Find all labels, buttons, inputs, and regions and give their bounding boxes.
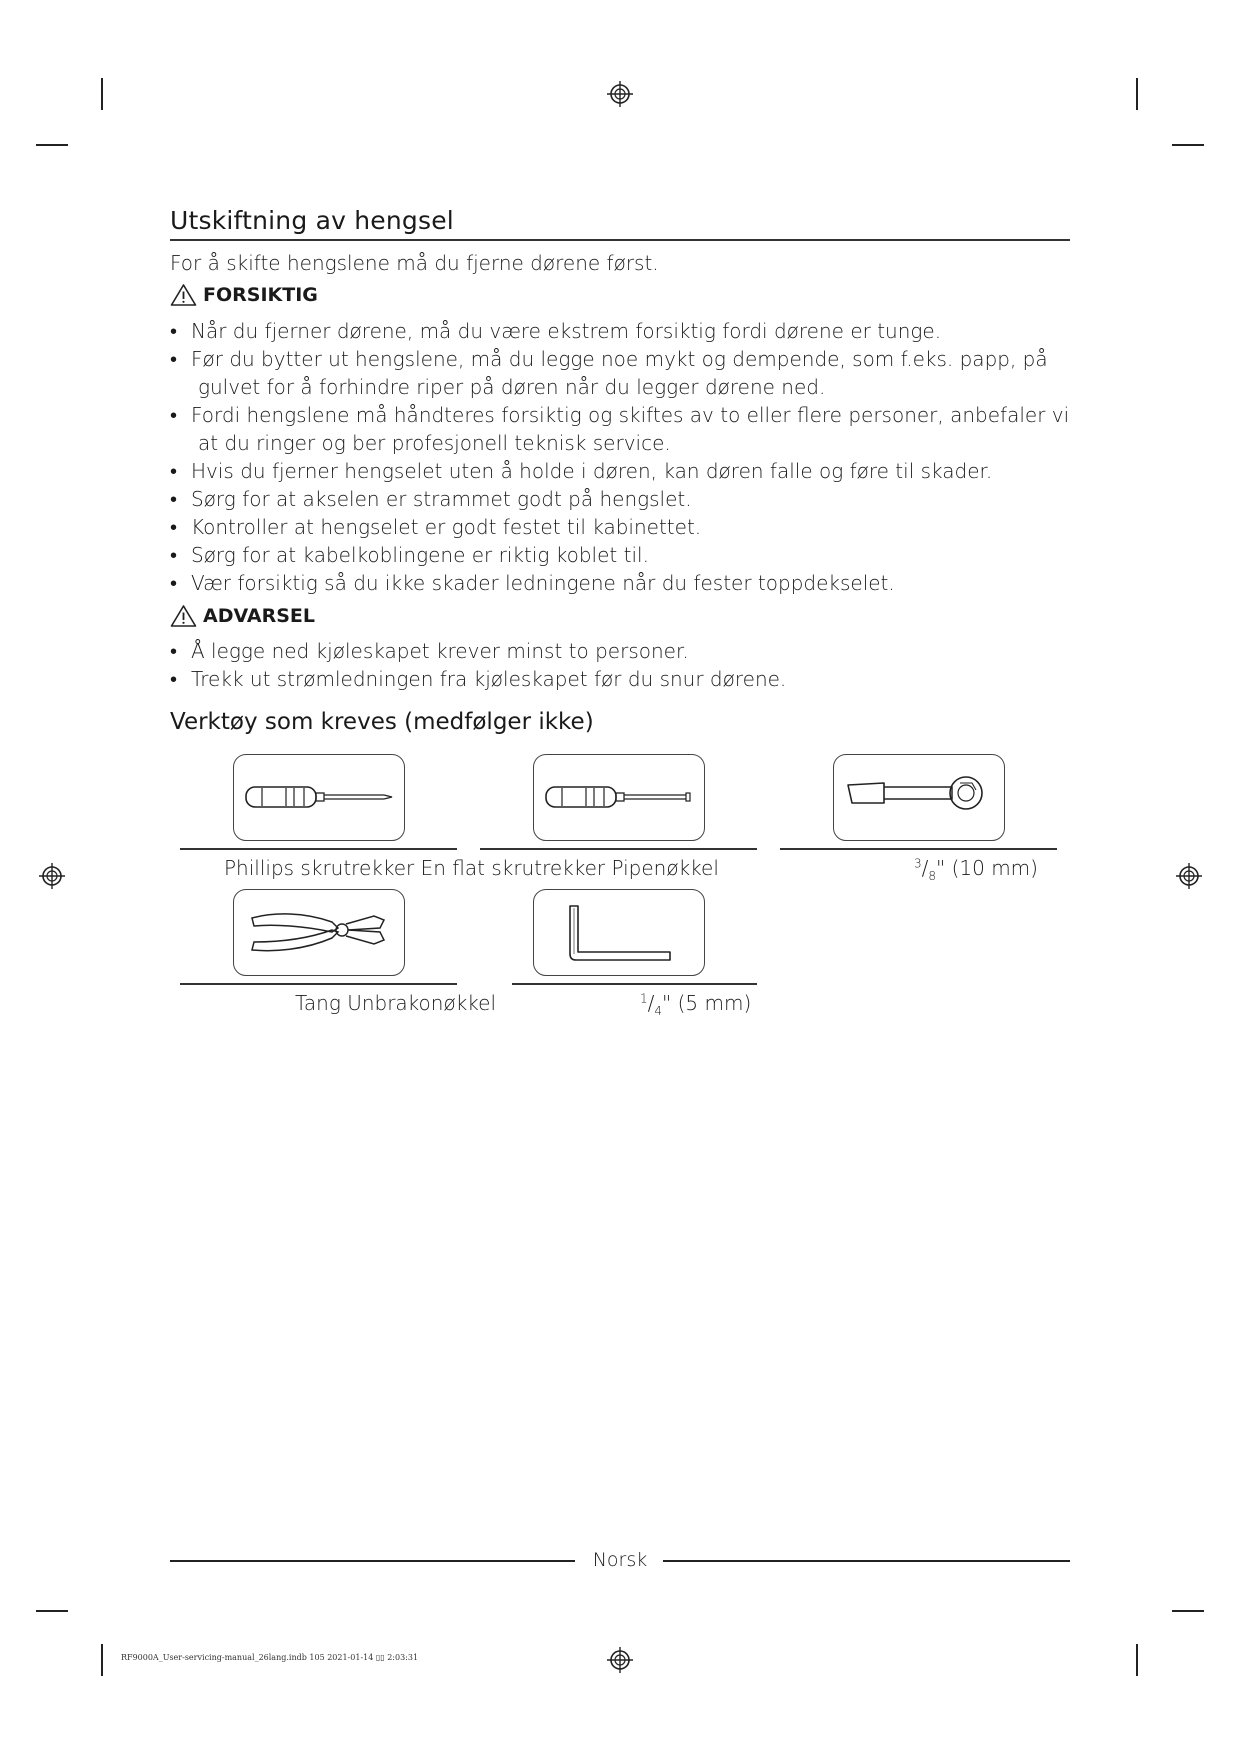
phillips-screwdriver-image [233, 754, 405, 841]
footer-rule-left [170, 1560, 575, 1562]
print-slug: RF9000A_User-servicing-manual_26lang.indb 105 2021-01-14 ▯▯ 2:03:31 [121, 1653, 419, 1662]
allen-key-image [533, 889, 705, 976]
crop-mark [36, 1610, 68, 1612]
title-rule [170, 239, 1070, 241]
warning-list [170, 637, 1070, 693]
warning-triangle-icon [170, 604, 197, 628]
list-item: • Sørg for at akselen er strammet godt på hengslet. [170, 485, 1070, 513]
list-item: • Vær forsiktig så du ikke skader ledningene når du fester toppdekselet. [170, 569, 1070, 597]
crop-mark [1136, 78, 1138, 110]
tool-divider [780, 848, 1057, 850]
socket-wrench-icon [834, 755, 1004, 840]
warning-label: ADVARSEL [203, 605, 315, 627]
warning-triangle-icon [170, 283, 197, 307]
crop-mark [101, 78, 103, 110]
list-item: • Kontroller at hengselet er godt festet til kabinettet. [170, 513, 1070, 541]
crop-mark [36, 144, 68, 146]
registration-mark-icon [607, 81, 633, 107]
crop-mark [1172, 144, 1204, 146]
crop-mark [1136, 1644, 1138, 1676]
pliers-icon [234, 890, 404, 975]
list-item: • Å legge ned kjøleskapet krever minst to personer. [170, 637, 1070, 665]
tools-title: Verktøy som kreves (medfølger ikke) [170, 709, 594, 735]
intro-text: For å skifte hengslene må du fjerne dørene først. [170, 251, 659, 275]
footer-rule-right [663, 1560, 1070, 1562]
list-item: • Fordi hengslene må håndteres forsiktig og skiftes av to eller flere personer, anbefaler vi at du ringer og ber profesjonell teknisk service. [170, 401, 1070, 457]
socket-wrench-image [833, 754, 1005, 841]
list-item: • Hvis du fjerner hengselet uten å holde i døren, kan døren falle og føre til skader. [170, 457, 1070, 485]
tool-labels-row1: Phillips skrutrekker En flat skrutrekker Pipenøkkel [224, 856, 719, 880]
tool-divider [180, 848, 457, 850]
footer-language: Norsk [592, 1549, 648, 1571]
warning-heading [170, 604, 315, 628]
tool-divider [180, 983, 457, 985]
registration-mark-icon [1176, 863, 1202, 889]
flat-screwdriver-image [533, 754, 705, 841]
phillips-screwdriver-icon [234, 755, 404, 840]
flat-screwdriver-icon [534, 755, 704, 840]
registration-mark-icon [39, 863, 65, 889]
crop-mark [1172, 1610, 1204, 1612]
allen-size-label: $^1/_4$" (5 mm) [640, 991, 752, 1018]
list-item: • Trekk ut strømledningen fra kjøleskapet før du snur dørene. [170, 665, 1070, 693]
list-item: • Sørg for at kabelkoblingene er riktig koblet til. [170, 541, 1070, 569]
allen-key-icon [534, 890, 704, 975]
list-item: • Når du fjerner dørene, må du være ekstrem forsiktig fordi dørene er tunge. [170, 317, 1070, 345]
tool-divider [512, 983, 757, 985]
caution-label: FORSIKTIG [203, 284, 318, 306]
socket-size-label: $^3/_8$" (10 mm) [914, 856, 1038, 883]
caution-list [170, 317, 1070, 597]
registration-mark-icon [607, 1647, 633, 1673]
pliers-image [233, 889, 405, 976]
list-item: • Før du bytter ut hengslene, må du legge noe mykt og dempende, som f.eks. papp, på gulvet for å forhindre riper på døren når du legger dørene ned. [170, 345, 1070, 401]
tool-divider [480, 848, 757, 850]
crop-mark [101, 1644, 103, 1676]
section-title: Utskiftning av hengsel [170, 206, 454, 235]
caution-heading [170, 283, 318, 307]
tool-labels-row2: Tang Unbrakonøkkel [295, 991, 497, 1015]
